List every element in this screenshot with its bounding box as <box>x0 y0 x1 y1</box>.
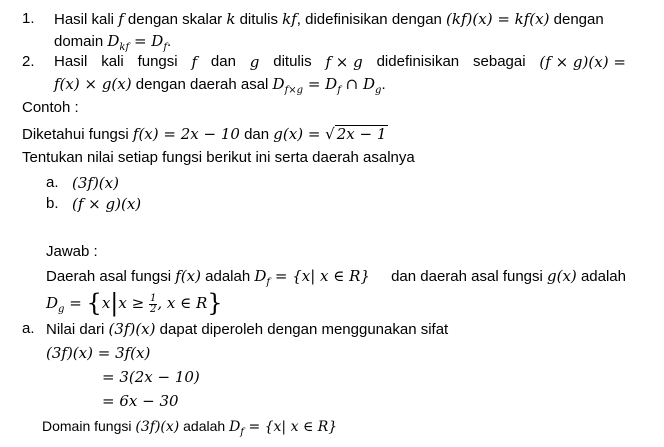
answer-part-a-label: a. <box>22 320 35 337</box>
definition-1-line-2: domain $D_{kf} = D_f$. <box>54 32 172 53</box>
answer-heading: Jawab : <box>46 243 98 260</box>
answer-domain-line-1: Daerah asal fungsi f(x) adalah $D_f = \{x|$ x ∈ R} dan daerah asal fungsi g(x) adalah <box>46 267 626 288</box>
example-given: Diketahui fungsi f(x) = 2x − 10 dan g(x) = √ 2x − 1 <box>22 125 387 143</box>
example-heading: Contoh : <box>22 99 79 116</box>
definition-2-number: 2. <box>22 53 35 70</box>
example-item-b-expr: (f × g)(x) <box>72 195 142 213</box>
answer-step-2: = 3(2x − 10) <box>102 368 200 386</box>
answer-step-3: = 6x − 30 <box>102 392 179 410</box>
definition-1-number: 1. <box>22 10 35 27</box>
definition-1-line-1: Hasil kali f dengan skalar k ditulis kf, didefinisikan dengan (kf)(x) = kf(x) dengan <box>54 10 604 28</box>
answer-step-1: (3f)(x) = 3f(x) <box>46 344 151 362</box>
definition-2-line-2: f(x) × g(x) dengan daerah asal $D_{f\times g} = D_f$ ∩ $D_g$. <box>54 75 386 96</box>
example-item-b-label: b. <box>46 195 59 212</box>
example-item-a-label: a. <box>46 174 59 191</box>
definition-2-line-1: Hasil kali fungsi f dan g ditulis f × g didefinisikan sebagai (f × g)(x) = <box>54 53 626 71</box>
answer-domain-line-2: $D_g = \{x|x$ ≥ $\frac{1}{2}$ , x ∈ R} <box>46 289 223 317</box>
answer-domain-result: Domain fungsi (3f)(x) adalah $D_f = \{x|$ x ∈ R} <box>42 418 338 438</box>
example-item-a-expr: (3f)(x) <box>72 174 119 192</box>
answer-part-a-text: Nilai dari (3f)(x) dapat diperoleh dengan menggunakan sifat <box>46 320 449 338</box>
example-task: Tentukan nilai setiap fungsi berikut ini serta daerah asalnya <box>22 149 415 166</box>
